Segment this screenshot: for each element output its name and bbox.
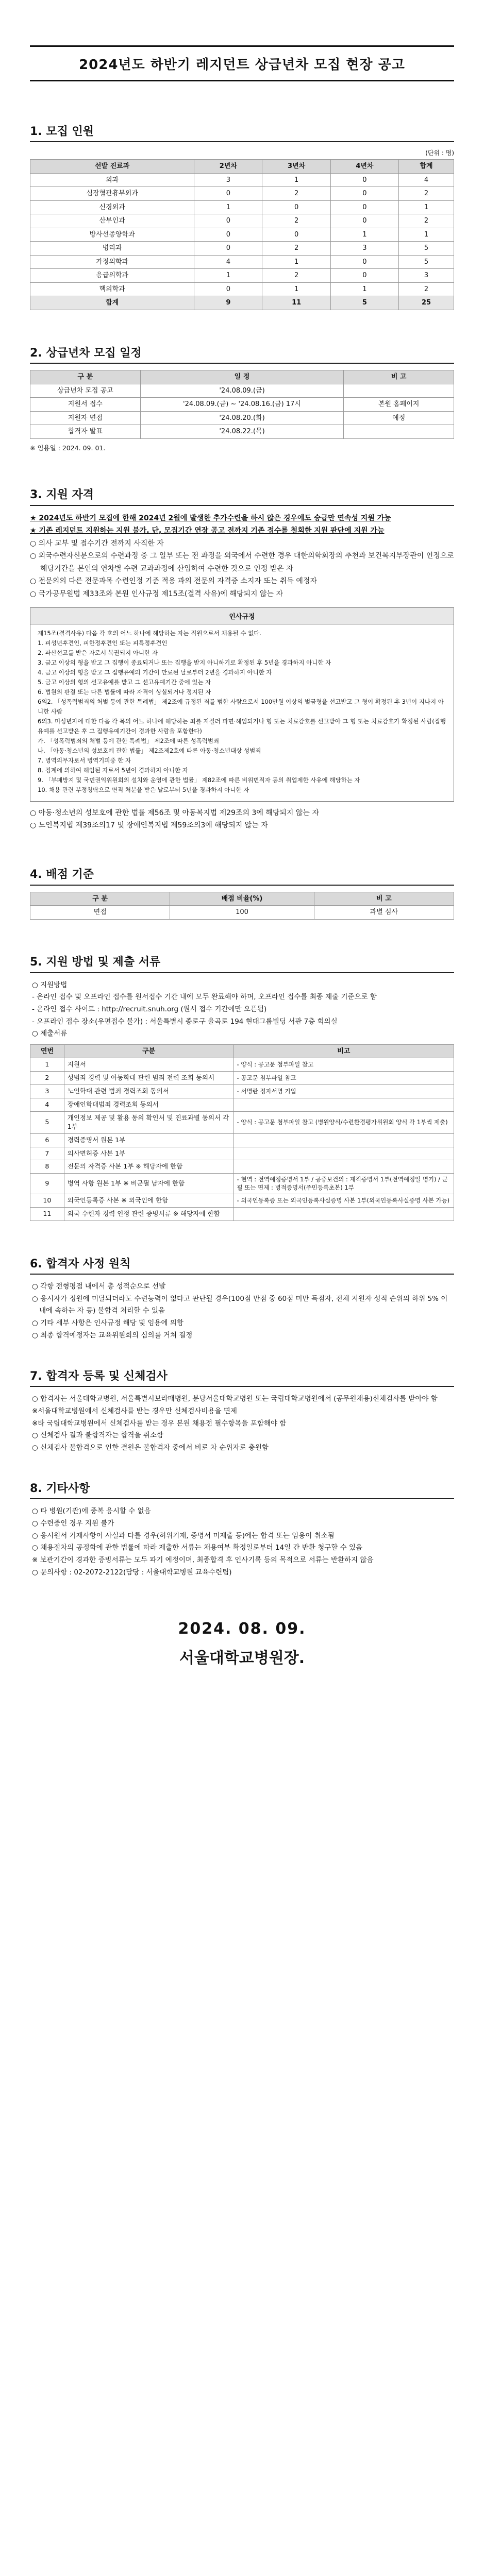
table-cell: 0 [330,214,398,228]
table-header-row [30,370,454,384]
table-row [30,1085,454,1098]
misc-line: ○ 채용절차의 공정화에 관한 법률에 따라 제출한 서류는 채용여부 확정일로부터 14일 간 반환 청구할 수 있음 [32,1544,363,1552]
regulation-line: 9. 「부패방지 및 국민권익위원회의 설치와 운영에 관한 법률」 제82조에 따른 비위면직자 등의 취업제한 사유에 해당하는 자 [38,776,360,784]
doc-remark [233,1098,454,1112]
doc-remark: - 공고문 첨부파일 참고 [233,1072,454,1085]
table-row [30,398,454,412]
section-heading [30,341,454,364]
appointment-date-note: ※ 임용일 : 2024. 09. 01. [30,444,106,452]
table-cell: 3 [330,242,398,256]
doc-number: 10 [30,1194,64,1208]
table-cell: 병리과 [30,242,194,256]
regulation-line: 나. 「아동·청소년의 성보호에 관한 법률」 제2조제2호에 따른 아동·청소년대상 성범죄 [38,747,261,754]
recruitment-notice-page [0,45,484,2576]
table-header: 2년차 [194,160,262,174]
table-cell: 1 [262,255,330,269]
table-row [30,269,454,283]
regulation-line: 7. 병역의무자로서 병역기피중 한 자 [38,756,131,764]
table-row [30,1072,454,1085]
table-cell: 핵의학과 [30,282,194,296]
doc-remark: - 외국인등록증 또는 외국인등록사실증명 사본 1부(외국인등록사실증명 사본 가능) [233,1194,454,1208]
table-row [30,1160,454,1174]
doc-remark: - 양식 : 공고문 첨부파일 참고 (병원양식/수련환경평가위원회 양식 각 1부씩 제출) [233,1111,454,1133]
section-title: 1. 모집 인원 [30,125,94,138]
doc-number: 8 [30,1160,64,1174]
table-cell: 3 [399,269,454,283]
table-cell: 1 [262,173,330,187]
total-cell: 25 [399,296,454,310]
table-header: 4년차 [330,160,398,174]
doc-remark: - 양식 : 공고문 첨부파일 참고 [233,1058,454,1072]
notice-title: 2024년도 하반기 레지던트 상급년차 모집 현장 공고 [79,57,405,73]
table-header-row [30,160,454,174]
doc-name: 장애인학대범죄 경력조회 동의서 [64,1098,233,1112]
table-cell: 1 [194,200,262,214]
hr-regulation-title: 인사규정 [30,608,454,624]
table-cell: 상급년차 모집 공고 [30,384,141,398]
notice-title-bar [30,45,454,81]
table-cell: 2 [262,187,330,201]
section-registration [30,1364,454,1454]
registration-line: ※타 국립대학교병원에서 신체검사를 받는 경우 본원 채용전 필수항목을 포함해야 함 [32,1419,287,1428]
doc-number: 3 [30,1085,64,1098]
hr-regulation-body [30,624,454,801]
selection-principle-list [30,1281,454,1342]
section-heading [30,951,454,973]
misc-line: ○ 문의사항 : 02-2072-2122(담당 : 서울대학교병원 교육수련팀) [32,1568,232,1577]
selection-line: ○ 최종 합격예정자는 교육위원회의 심의를 거쳐 결정 [32,1331,193,1340]
table-row [30,411,454,425]
table-cell: 예정 [344,411,454,425]
table-row [30,1147,454,1160]
table-row [30,242,454,256]
table-cell: 본원 홈페이지 [344,398,454,412]
regulation-line: 6의3. 미성년자에 대한 다음 각 목의 어느 하나에 해당하는 죄를 저질러 파면·해임되거나 형 또는 치료감호를 선고받아 그 형 또는 치료감호가 확정된 사람(집행유예를 선고받은 후 그 집행유예기간이 경과한 사람을 포함한다) [38,717,446,735]
table-header: 3년차 [262,160,330,174]
documents-table-body [30,1058,454,1221]
table-cell: 100 [170,906,314,920]
table-row [30,187,454,201]
doc-remark [233,1133,454,1147]
doc-remark: - 현역 : 전역예정증명서 1부 / 공중보건의 : 재직증명서 1부(전역예정일 명기) / 군필 또는 면제 : 병적증명서(주민등록초본) 1부 [233,1174,454,1194]
table-cell: 심장혈관흉부외과 [30,187,194,201]
section-title: 3. 지원 자격 [30,488,94,502]
doc-remark: - 서명란 정자서명 기입 [233,1085,454,1098]
table-header: 연번 [30,1044,64,1058]
notice-date: 2024. 08. 09. [178,1620,306,1638]
issuer-name: 서울대학교병원장. [179,1649,305,1668]
selection-line: ○ 각항 전형평점 내에서 총 성적순으로 선발 [32,1282,166,1291]
table-header: 비 고 [344,370,454,384]
doc-name: 개인정보 제공 및 활용 동의 확인서 및 진료과별 동의서 각 1부 [64,1111,233,1133]
table-cell: 지원서 접수 [30,398,141,412]
table-header: 배점 비율(%) [170,892,314,906]
eligibility-list [30,512,454,601]
table-cell: 외과 [30,173,194,187]
doc-number: 7 [30,1147,64,1160]
regulation-line: 6의2. 「성폭력범죄의 처벌 등에 관한 특례법」 제2조에 규정된 죄를 범한 사람으로서 100만원 이상의 벌금형을 선고받고 그 형이 확정된 후 3년이 지나지 아니한 사람 [38,698,444,715]
section-heading [30,1364,454,1387]
application-line: - 오프라인 접수 장소(우편접수 불가) : 서울특별시 종로구 율곡로 194 현대그룹빌딩 서관 7층 회의실 [32,1017,338,1026]
table-row [30,228,454,242]
application-line: ○ 지원방법 [32,980,68,989]
regulation-line: 1. 피성년후견인, 피한정후견인 또는 피특정후견인 [38,639,168,647]
doc-number: 1 [30,1058,64,1072]
table-cell: 0 [194,228,262,242]
documents-table [30,1044,454,1221]
section-scoring [30,863,454,920]
regulation-line: 가. 「성폭력범죄의 처벌 등에 관한 특례법」 제2조에 따른 성폭력범죄 [38,737,220,744]
table-header: 선발 진료과 [30,160,194,174]
misc-line: ○ 응시원서 기재사항이 사실과 다를 경우(허위기재, 증명서 미제출 등)에는 합격 또는 임용이 취소됨 [32,1531,335,1540]
registration-line: ※서울대학교병원에서 신체검사를 받는 경우만 신체검사비용을 면제 [32,1406,237,1415]
table-cell: 과별 심사 [314,906,454,920]
doc-name: 전문의 자격증 사본 1부 ※ 해당자에 한함 [64,1160,233,1174]
section-title: 8. 기타사항 [30,1482,90,1495]
schedule-table [30,370,454,439]
doc-number: 4 [30,1098,64,1112]
section-title: 2. 상급년차 모집 일정 [30,346,142,360]
doc-remark [233,1208,454,1221]
table-cell: 2 [262,269,330,283]
table-cell: 0 [194,214,262,228]
table-row [30,1194,454,1208]
doc-number: 5 [30,1111,64,1133]
regulation-line: 10. 채용 관련 부정청탁으로 면직 처분을 받은 날로부터 5년을 경과하지 아니한 자 [38,786,249,793]
table-header: 일 정 [140,370,344,384]
doc-name: 지원서 [64,1058,233,1072]
table-row [30,1058,454,1072]
regulation-line: 3. 금고 이상의 형을 받고 그 집행이 종료되거나 또는 집행을 받지 아니하기로 확정된 후 5년을 경과하지 아니한 자 [38,659,331,667]
table-header: 구 분 [30,370,141,384]
table-cell: 2 [399,214,454,228]
eligibility-item: ○ 전문의의 다른 전문과목 수련인정 기준 적용 과의 전문의 자격증 소지자 또는 취득 예정자 [30,577,317,586]
total-cell: 합계 [30,296,194,310]
table-cell: '24.08.22.(목) [140,425,344,439]
section-heading [30,1252,454,1275]
table-row [30,1111,454,1133]
table-cell: 0 [262,200,330,214]
table-cell: 5 [399,242,454,256]
doc-name: 외국 수련자 경력 인정 관련 증빙서류 ※ 해당자에 한함 [64,1208,233,1221]
misc-line: ○ 타 병원(기관)에 중복 응시할 수 없음 [32,1507,151,1516]
table-cell: 면접 [30,906,170,920]
table-cell: 방사선종양학과 [30,228,194,242]
table-cell: 0 [194,187,262,201]
table-cell: 1 [194,269,262,283]
doc-number: 11 [30,1208,64,1221]
table-row [30,384,454,398]
table-cell: 0 [194,242,262,256]
table-cell [344,425,454,439]
table-header-row [30,1044,454,1058]
table-cell: '24.08.09.(금) ~ '24.08.16.(금) 17시 [140,398,344,412]
schedule-table-body [30,384,454,438]
table-cell: 2 [262,242,330,256]
table-header: 구 분 [30,892,170,906]
section-heading [30,863,454,886]
doc-name: 노인학대 관련 범죄 경력조회 동의서 [64,1085,233,1098]
table-row [30,1133,454,1147]
table-cell: 2 [399,187,454,201]
regulation-line: 8. 징계에 의하여 해임된 자로서 5년이 경과하지 아니한 자 [38,766,188,774]
eligibility-item: ○ 아동·청소년의 성보호에 관한 법률 제56조 및 아동복지법 제29조의 3에 해당되지 않는 자 [30,808,319,817]
table-cell: 신경외과 [30,200,194,214]
doc-name: 병역 사항 원본 1부 ※ 비군필 남자에 한함 [64,1174,233,1194]
doc-name: 의사면허증 사본 1부 [64,1147,233,1160]
regulation-line: 제15조(결격사유) 다음 각 호의 어느 하나에 해당하는 자는 직원으로서 채용될 수 없다. [38,630,262,637]
table-cell: 1 [399,228,454,242]
table-cell: 2 [399,282,454,296]
application-method-list [30,979,454,1040]
table-cell: 0 [330,200,398,214]
regulation-line: 6. 법원의 판결 또는 다른 법률에 따라 자격이 상실되거나 정지된 자 [38,688,211,696]
notice-footer [30,1620,454,1668]
table-row [30,173,454,187]
table-cell: 0 [330,269,398,283]
section-heading [30,483,454,506]
registration-line: ○ 신체검사 불합격으로 인한 결원은 불합격자 중에서 비로 차 순위자로 충원함 [32,1443,269,1452]
eligibility-extra-list [30,807,454,832]
doc-number: 6 [30,1133,64,1147]
application-line: - 온라인 접수 및 오프라인 접수를 원서접수 기간 내에 모두 완료해야 하며, 오프라인 접수를 최종 제출 기준으로 함 [32,993,377,1002]
table-cell: 1 [262,282,330,296]
regulation-line: 5. 금고 이상의 형의 선고유예를 받고 그 선고유예기간 중에 있는 자 [38,679,211,686]
eligibility-item: ○ 의사 교부 및 접수기간 전까지 사직한 자 [30,539,164,548]
table-cell: 1 [330,228,398,242]
unit-label: (단위 : 명) [425,149,454,157]
table-row [30,1098,454,1112]
table-row [30,200,454,214]
table-row [30,1174,454,1194]
section-recruit-numbers [30,120,454,310]
registration-line: ○ 신체검사 결과 불합격자는 합격을 취소함 [32,1431,163,1440]
total-cell: 11 [262,296,330,310]
table-cell: 0 [330,187,398,201]
table-cell: 합격자 발표 [30,425,141,439]
scoring-table [30,892,454,920]
table-row [30,906,454,920]
total-cell: 9 [194,296,262,310]
application-line: - 온라인 접수 사이트 : http://recruit.snuh.org (원서 접수 기간에만 오픈됨) [32,1005,267,1014]
table-cell: 2 [262,214,330,228]
section-eligibility [30,483,454,832]
table-header: 비고 [233,1044,454,1058]
section-schedule [30,341,454,452]
table-cell: 응급의학과 [30,269,194,283]
section-title: 6. 합격자 사정 원칙 [30,1257,131,1270]
recruit-table [30,159,454,310]
section-heading [30,1477,454,1499]
doc-name: 경력증명서 원본 1부 [64,1133,233,1147]
selection-line: ○ 기타 세부 사항은 인사규정 해당 및 임용에 의함 [32,1319,183,1328]
eligibility-item: ★ 2024년도 하반기 모집에 한해 2024년 2월에 발생한 추가수련을 하시 않은 경우에도 승급만 연속성 지원 가능 [30,514,391,522]
table-cell: 3 [194,173,262,187]
table-cell: 4 [194,255,262,269]
table-cell: 4 [399,173,454,187]
table-cell: 0 [194,282,262,296]
section-title: 5. 지원 방법 및 제출 서류 [30,956,161,969]
application-line: ○ 제출서류 [32,1029,68,1038]
recruit-table-body [30,173,454,310]
table-cell: 가정의학과 [30,255,194,269]
table-row [30,282,454,296]
registration-list [30,1393,454,1454]
eligibility-item: ○ 국가공무원법 제33조와 본원 인사규정 제15조(결격 사유)에 해당되지 않는 자 [30,589,283,598]
doc-name: 외국인등록증 사본 ※ 외국인에 한함 [64,1194,233,1208]
regulation-line: 2. 파산선고를 받은 자로서 복권되지 아니한 자 [38,649,158,657]
table-header-row [30,892,454,906]
registration-line: ○ 합격자는 서울대학교병원, 서울특별시보라매병원, 분당서울대학교병원 또는 국립대학교병원에서 (공무원채용)신체검사를 받아야 함 [32,1395,438,1403]
misc-list [30,1505,454,1579]
doc-name: 성범죄 경력 및 아동학대 관련 범죄 전력 조회 동의서 [64,1072,233,1085]
eligibility-item: ○ 외국수련자신분으로의 수련과정 중 그 일부 또는 전 과정을 외국에서 수련한 경우 대한의학회장의 추천과 보건복지부장관이 인정으로 해당기간을 본인의 연차별 수련 교과과정에 산입하여 수련한 것으로 인정 받은 자 [30,552,454,573]
section-title: 7. 합격자 등록 및 신체검사 [30,1369,168,1383]
table-row [30,425,454,439]
total-cell: 5 [330,296,398,310]
table-cell: 0 [330,173,398,187]
regulation-line: 4. 금고 이상의 형을 받고 그 집행유예의 기간이 만료된 날로부터 2년을 경과하지 아니한 자 [38,669,272,676]
eligibility-item: ★ 기존 레지던트 지원하는 지원 불가. 단, 모집기간 연장 공고 전까지 기존 접수를 철회한 지원 판단에 지원 가능 [30,527,385,535]
table-cell: '24.08.09.(금) [140,384,344,398]
table-header: 비 고 [314,892,454,906]
selection-line: ○ 응시자가 정원에 미달되더라도 수련능력이 없다고 판단될 경우(100점 만점 중 60점 미만 득점자, 전체 지원자 성적 순위의 하위 5% 이내에 속하는 자 등) 불합격 처리할 수 있음 [32,1294,448,1315]
table-cell: 0 [330,255,398,269]
doc-remark [233,1160,454,1174]
misc-line: ※ 보관기간이 경과한 증빙서류는 모두 파기 예정이며, 최종합격 후 인사기록 등의 목적으로 서류는 반환하지 않음 [32,1555,374,1564]
hr-regulation-box [30,607,454,801]
table-row [30,214,454,228]
table-header: 합계 [399,160,454,174]
table-row [30,1208,454,1221]
table-cell: 5 [399,255,454,269]
section-title: 4. 배점 기준 [30,868,94,882]
table-cell: 1 [399,200,454,214]
doc-number: 2 [30,1072,64,1085]
doc-number: 9 [30,1174,64,1194]
doc-remark [233,1147,454,1160]
section-application [30,951,454,1221]
table-cell: 지원자 면접 [30,411,141,425]
section-selection-principle [30,1252,454,1342]
table-cell: 1 [330,282,398,296]
table-row [30,255,454,269]
table-cell: 산부인과 [30,214,194,228]
misc-line: ○ 수련중인 경우 지원 불가 [32,1519,114,1528]
total-row [30,296,454,310]
section-heading [30,120,454,142]
table-cell [344,384,454,398]
table-cell: 0 [262,228,330,242]
section-misc [30,1477,454,1579]
table-cell: '24.08.20.(화) [140,411,344,425]
table-header: 구분 [64,1044,233,1058]
eligibility-item: ○ 노인복지법 제39조의17 및 장애인복지법 제59조의3에 해당되지 않는 자 [30,821,268,830]
